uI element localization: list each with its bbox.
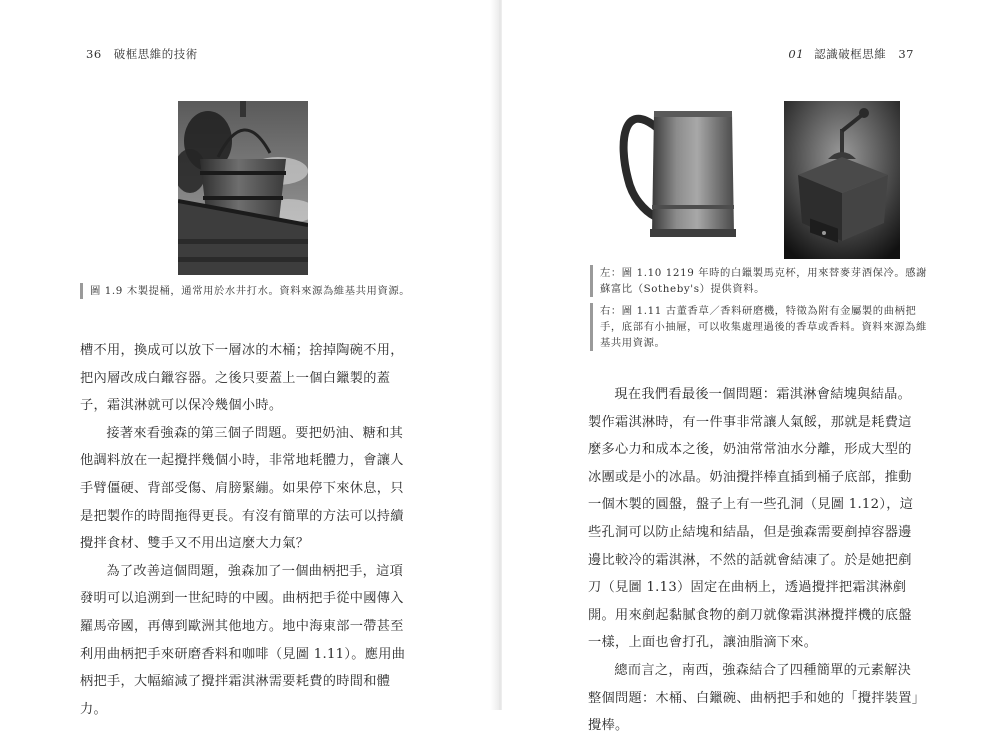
figure-1-10-caption-text: 左：圖 1.10 1219 年時的白鑞製馬克杯，用來替麥芽酒保冷。感謝蘇富比（Sotheby's）提供資料。 bbox=[600, 267, 928, 295]
figure-1-11-caption-text: 右：圖 1.11 古董香草／香料研磨機，特徵為附有金屬製的曲柄把手，底部有小抽屜，可以收集處理過後的香草或香料。資料來源為維基共用資源。 bbox=[600, 305, 927, 349]
left-running-head bbox=[78, 46, 198, 62]
figure-1-11-caption bbox=[590, 303, 936, 351]
book-title: 破框思維的技術 bbox=[113, 47, 198, 61]
left-paragraph-2: 接著來看強森的第三個子問題。要把奶油、糖和其他調料放在一起攪拌幾個小時，非常地耗體力，會讓人手臂僵硬、背部受傷、肩膀緊繃。如果停下來休息，只是把製作的時間拖得更長。有沒有簡單的方法可以持續攪拌食材、雙手又不用出這麼大力氣？ bbox=[80, 425, 404, 552]
right-paragraph-1: 現在我們看最後一個問題：霜淇淋會結塊與結晶。製作霜淇淋時，有一件事非常讓人氣餒，那就是耗費這麼多心力和成本之後，奶油常常油水分離，形成大型的冰團或是小的冰晶。奶油攪拌棒直插到桶子底部，推動一個木製的圓盤，盤子上有一些孔洞（見圖 1.12），這些孔洞可以防止結塊和結晶，但是強森需要剷掉容器邊邊比較冷的霜淇淋，不然的話就會結凍了。於是她把剷刀（見圖 1.13）固定在曲柄上，透過攪拌把霜淇淋剷開。用來剷起黏膩食物的剷刀就像霜淇淋攪拌機的底盤一樣，上面也會打孔，讓油脂滴下來。 bbox=[588, 387, 914, 651]
chapter-title: 認識破框思維 bbox=[814, 47, 887, 61]
left-paragraph-3: 為了改善這個問題，強森加了一個曲柄把手，這項發明可以追溯到一世紀時的中國。曲柄把手從中國傳入羅馬帝國，再傳到歐洲其他地方。地中海東部一帶甚至利用曲柄把手來研磨香料和咖啡（見圖 1.11）。應用曲柄把手，大幅縮減了攪拌霜淇淋需要耗費的時間和體力。 bbox=[80, 563, 406, 717]
figure-1-9-caption bbox=[80, 283, 428, 299]
pewter-mug-photo bbox=[618, 101, 742, 249]
wooden-bucket-photo bbox=[178, 101, 308, 275]
figure-1-9-caption-text: 圖 1.9 木製提桶，通常用於水井打水。資料來源為維基共用資源。 bbox=[90, 285, 411, 297]
left-paragraph-1: 槽不用，換成可以放下一層冰的木桶；捨掉陶碗不用，把內層改成白鑞容器。之後只要蓋上一個白鑞製的蓋子，霜淇淋就可以保冷幾個小時。 bbox=[80, 343, 404, 414]
chapter-number: 01 bbox=[788, 47, 805, 61]
left-page-number: 36 bbox=[86, 47, 102, 61]
right-body-text bbox=[588, 381, 924, 740]
right-running-head bbox=[788, 46, 922, 62]
right-page bbox=[502, 0, 1000, 734]
left-page bbox=[0, 0, 498, 717]
figure-1-10-caption bbox=[590, 265, 936, 297]
left-body-text bbox=[80, 337, 414, 723]
right-paragraph-2: 總而言之，南西，強森結合了四種簡單的元素解決整個問題：木桶、白鑞碗、曲柄把手和她的「攪拌裝置」攪棒。 bbox=[588, 662, 919, 734]
right-page-number: 37 bbox=[898, 47, 914, 61]
spice-grinder-photo bbox=[784, 101, 900, 259]
